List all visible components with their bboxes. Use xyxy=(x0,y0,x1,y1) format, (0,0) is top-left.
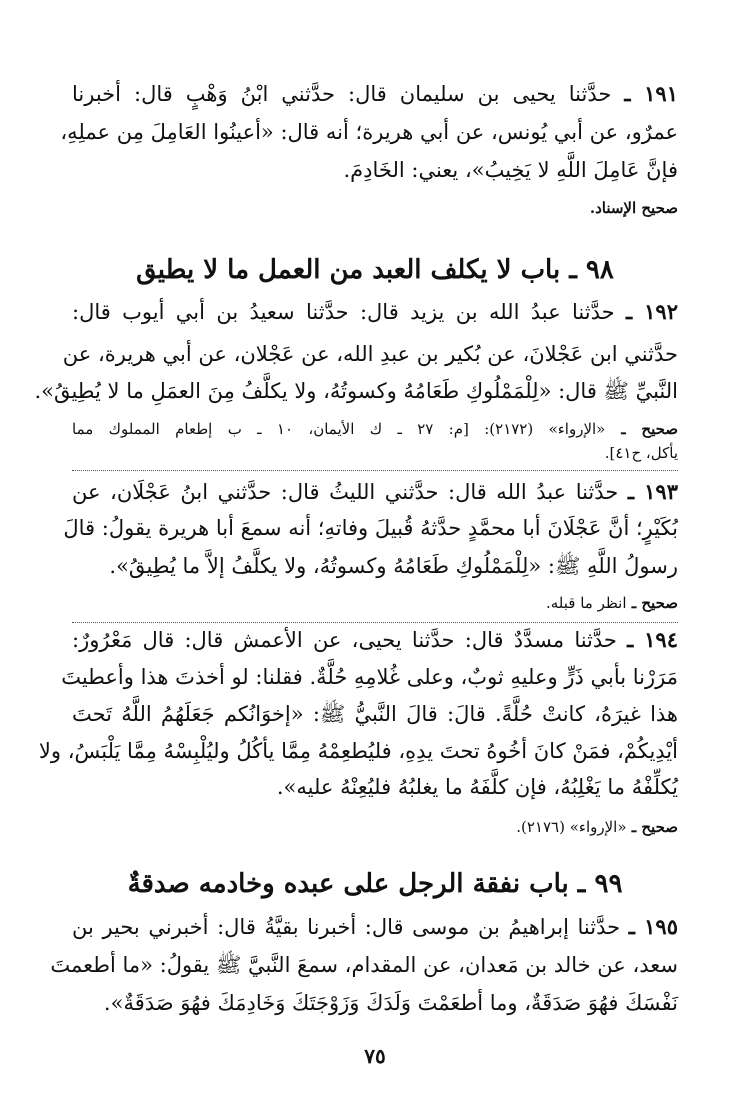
hadith-194-line-5: يُكلِّفْهُ ما يَغْلِبُهُ، فإن كلَّفَهُ ما يغلبُهُ فليُعِنْهُ عليه». xyxy=(276,775,678,799)
hadith-191-grade: صحيح الإسناد. xyxy=(589,199,678,217)
hadith-194-line-4: أيْدِيكُمْ، فمَنْ كانَ أخُوهُ تحتَ يدِهِ، فليُطعِمْهُ مِمَّا يأكُلُ وليُلْبِسْهُ مِمَّا يَلْبَسُ، ولا xyxy=(38,739,678,763)
hadith-192-line-2: حدَّثني ابن عَجْلانَ، عن بُكير بن عبدِ الله، عن عَجْلان، عن أبي هريرة، عن xyxy=(62,342,678,366)
hadith-194-line-2: مَرَرْنا بأبي ذَرٍّ وعليهِ ثوبٌ، وعلى غُلامِهِ حُلَّةٌ. فقلنا: لو أخذتَ هذا وأعطيتَ xyxy=(61,665,678,689)
hadith-192-number: ١٩٢ ـ xyxy=(626,299,678,324)
hadith-192-grade: صحيح ـ «الإرواء» (٢١٧٢): [م: ٢٧ ـ ك الأيمان، ١٠ ـ ب إطعام المملوك مما xyxy=(72,420,679,438)
separator xyxy=(72,470,678,471)
hadith-194-number: ١٩٤ ـ xyxy=(627,627,678,652)
hadith-192-grade-cont: يأكل، ح٤١]. xyxy=(604,444,678,462)
chapter-99-heading: ٩٩ ـ باب نفقة الرجل على عبده وخادمه صدقةٌ xyxy=(127,869,623,899)
hadith-193-grade: صحيح ـ انظر ما قبله. xyxy=(545,594,678,612)
hadith-194-line-1: ١٩٤ ـ حدَّثنا مسدَّدٌ قال: حدَّثنا يحيى، عن الأعمش قال: قال مَعْرُورٌ: xyxy=(72,627,678,652)
hadith-192-line-1: ١٩٢ ـ حدَّثنا عبدُ الله بن يزيد قال: حدَّثنا سعيدُ بن أبي أيوب قال: xyxy=(72,299,678,324)
hadith-194-grade: صحيح ـ «الإرواء» (٢١٧٦). xyxy=(516,818,678,836)
hadith-192-line-3: النَّبيِّ ﷺ قال: «لِلْمَمْلُوكِ طَعَامُهُ وكسوتُهُ، ولا يكلَّفُ مِنَ العمَلِ ما لا يُطِيقُ». xyxy=(34,379,678,403)
hadith-193-line-2: بُكَيْرٍ؛ أنَّ عَجْلَانَ أبا محمَّدٍ حدَّثهُ قُبيلَ وفاتهِ؛ أنه سمعَ أبا هريرة يقولُ: قالَ xyxy=(63,516,678,540)
separator xyxy=(72,622,678,623)
hadith-191-number: ١٩١ ـ xyxy=(624,81,678,106)
hadith-195-line-1: ١٩٥ ـ حدَّثنا إبراهيمُ بن موسى قال: أخبرنا بقيَّةُ قال: أخبرني بحير بن xyxy=(72,914,678,939)
hadith-195-line-2: سعد، عن خالد بن مَعدان، عن المقدام، سمعَ النَّبيَّ ﷺ يقولُ: «ما أطعمتَ xyxy=(50,953,678,977)
hadith-193-line-1: ١٩٣ ـ حدَّثنا عبدُ الله قال: حدَّثني الليثُ قال: حدَّثني ابنُ عَجْلَان، عن xyxy=(72,479,678,504)
hadith-193-number: ١٩٣ ـ xyxy=(627,479,678,504)
chapter-98-heading: ٩٨ ـ باب لا يكلف العبد من العمل ما لا يطيق xyxy=(136,255,614,285)
hadith-193-line-3: رسولُ اللَّهِ ﷺ: «لِلْمَمْلُوكِ طَعَامُهُ وكسوتُهُ، ولا يكلَّفُ إلاَّ ما يُطِيقُ». xyxy=(109,554,678,578)
hadith-191-line-2: عمرٌو، عن أبي يُونس، عن أبي هريرة؛ أنه قال: «أعينُوا العَامِلَ مِن عملِهِ، xyxy=(60,120,678,144)
page-number: ٧٥ xyxy=(364,1044,386,1068)
hadith-195-number: ١٩٥ ـ xyxy=(628,914,678,939)
hadith-191-line-1: ١٩١ ـ حدَّثنا يحيى بن سليمان قال: حدَّثني ابْنُ وَهْبٍ قال: أخبرنا xyxy=(72,81,678,106)
hadith-195-line-3: نَفْسَكَ فهُوَ صَدَقَةٌ، وما أطعَمْتَ وَلَدَكَ وَزَوْجَتَكَ وَخَادِمَكَ فهُوَ صَدَقَةٌ». xyxy=(103,991,678,1015)
hadith-191-line-3: فإنَّ عَامِلَ اللَّهِ لا يَخِيبُ»، يعني: الخَادِمَ. xyxy=(343,158,678,182)
hadith-194-line-3: هذا غيرَهُ، كانتْ حُلَّةً. قالَ: قالَ النَّبيُّ ﷺ: «إخوَانُكم جَعَلَهُمُ اللَّهُ تَحتَ xyxy=(72,702,678,726)
